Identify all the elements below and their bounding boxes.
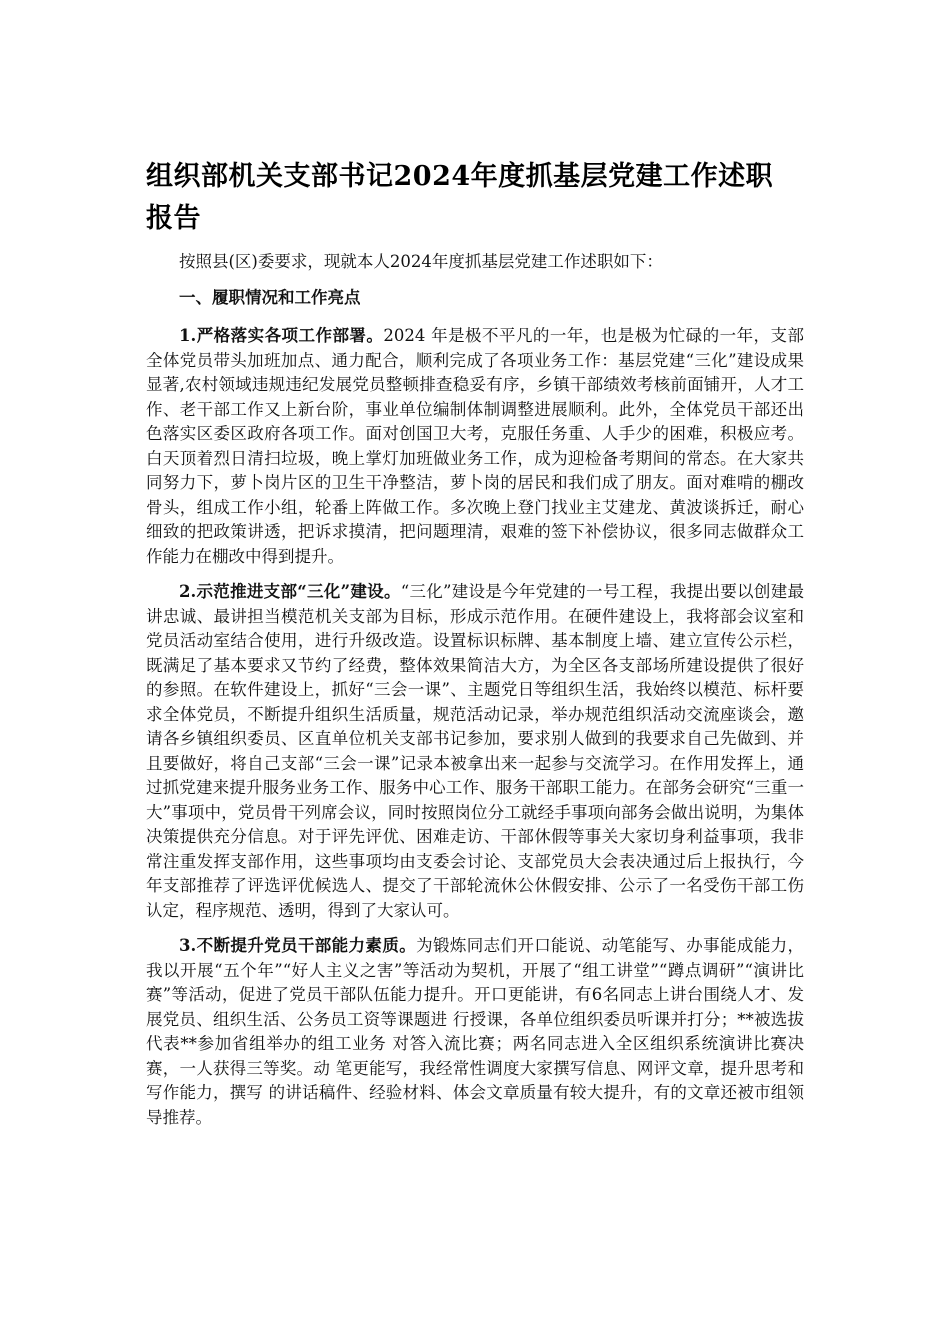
paragraph-1-text: 2024 年是极不平凡的一年，也是极为忙碌的一年，支部全体党员带头加班加点、通力配合，顺利完成了各项业务工作：基层党建“三化”建设成果显著,农村领域违规违纪发展党员整顿排查稳妥有序，乡镇干部绩效考核前面铺开，人才工作、老干部工作又上新台阶，事业单位编制体制调整进展顺利。此外，全体党员干部还出色落实区委区政府各项工作。面对创国卫大考，克服任务重、人手少的困难，积极应考。白天顶着烈日清扫垃圾，晚上掌灯加班做业务工作，成为迎检备考期间的常态。在大家共同努力下，萝卜岗片区的卫生干净整洁，萝卜岗的居民和我们成了朋友。面对难啃的棚改骨头，组成工作小组，轮番上阵做工作。多次晚上登门找业主艾建龙、黄波谈拆迁，耐心细致的把政策讲透，把诉求摸清，把问题理清，艰难的签下补偿协议，很多同志做群众工作能力在棚改中得到提升。: [146, 326, 804, 566]
document-body: [146, 250, 804, 1141]
paragraph-2-text: “三化”建设是今年党建的一号工程，我提出要以创建最讲忠诚、最讲担当模范机关支部为目标，形成示范作用。在硬件建设上，我将部会议室和党员活动室结合使用，进行升级改造。设置标识标牌、基本制度上墙、建立宣传公示栏，既满足了基本要求又节约了经费，整体效果简洁大方，为全区各支部场所建设提供了很好的参照。在软件建设上，抓好“三会一课”、主题党日等组织生活，我始终以模范、标杆要求全体党员，不断提升组织生活质量，规范活动记录，举办规范组织活动交流座谈会，邀请各乡镇组织委员、区直单位机关支部书记参加，要求别人做到的我要求自己先做到、并且要做好，将自己支部“三会一课”记录本被拿出来一起参与交流学习。在作用发挥上，通过抓党建来提升服务业务工作、服务中心工作、服务干部职工能力。在部务会研究“三重一大”事项中，党员骨干列席会议，同时按照岗位分工就经手事项向部务会做出说明，为集体决策提供充分信息。对于评先评优、困难走访、干部休假等事关大家切身利益事项，我非常注重发挥支部作用，这些事项均由支委会讨论、支部党员大会表决通过后上报执行，今年支部推荐了评选评优候选人、提交了干部轮流休公休假安排、公示了一名受伤干部工伤认定，程序规范、透明，得到了大家认可。: [146, 582, 804, 920]
paragraph-1-lead: 1.严格落实各项工作部署。: [179, 326, 384, 345]
paragraph-2-lead: 2.示范推进支部“三化”建设。: [179, 582, 401, 601]
section-heading: 一、履职情况和工作亮点: [179, 287, 361, 307]
document-title: 组织部机关支部书记2024年度抓基层党建工作述职 报告: [146, 161, 774, 234]
paragraph-1: [146, 324, 804, 569]
paragraph-3-lead: 3.不断提升党员干部能力素质。: [179, 936, 417, 955]
paragraph-3: [146, 934, 804, 1130]
paragraph-2: [146, 580, 804, 923]
intro-paragraph: 按照县(区)委要求，现就本人2024年度抓基层党建工作述职如下：: [179, 252, 663, 271]
paragraph-3-text: 为锻炼同志们开口能说、动笔能写、办事能成能力，我以开展“五个年”“好人主义之害”等活动为契机，开展了“组工讲堂”“蹲点调研”“演讲比赛”等活动，促进了党员干部队伍能力提升。开口更能讲，有6名同志上讲台围绕人才、发展党员、组织生活、公务员工资等课题进 行授课，各单位组织委员听课并打分；**被选拔代表**参加省组举办的组工业务 对答入流比赛；两名同志进入全区组织系统演讲比赛决赛，一人获得三等奖。动 笔更能写，我经常性调度大家撰写信息、网评文章，提升思考和写作能力，撰写 的讲话稿件、经验材料、体会文章质量有较大提升，有的文章还被市组领导推荐。: [146, 936, 805, 1127]
